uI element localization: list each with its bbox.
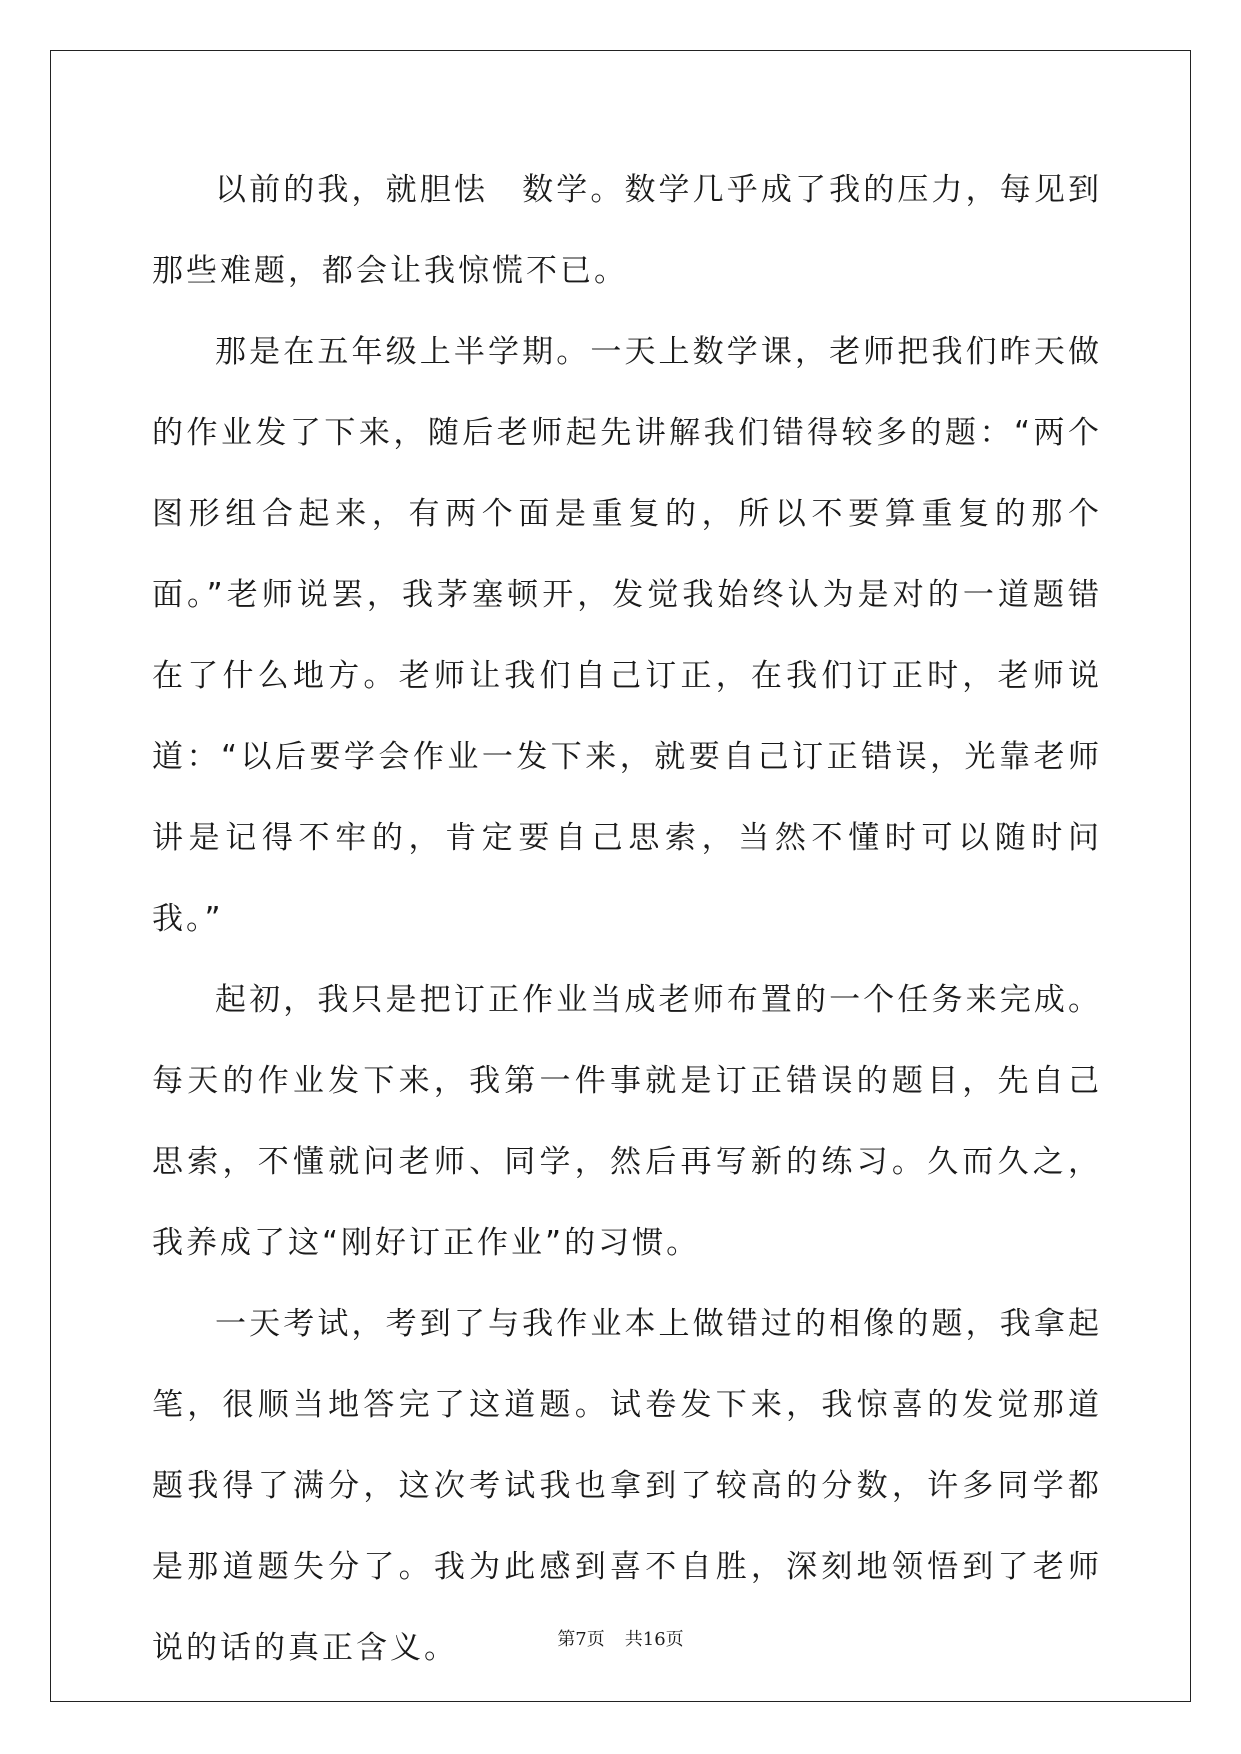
page-footer: [0, 1625, 1241, 1651]
paragraph-3: 起初，我只是把订正作业当成老师布置的一个任务来完成。每天的作业发下来，我第一件事就是订正错误的题目，先自己思索，不懂就问老师、同学，然后再写新的练习。久而久之，我养成了这“刚好订正作业”的习惯。: [152, 982, 1102, 1261]
paragraph-1: 以前的我，就胆怯 数学。数学几乎成了我的压力，每见到那些难题，都会让我惊慌不已。: [152, 172, 1102, 289]
page-total: 共16页: [624, 1629, 684, 1650]
paragraph-2: 那是在五年级上半学期。一天上数学课，老师把我们昨天做的作业发了下来，随后老师起先讲解我们错得较多的题：“两个图形组合起来，有两个面是重复的，所以不要算重复的那个面。”老师说罢，我茅塞顿开，发觉我始终认为是对的一道题错在了什么地方。老师让我们自己订正，在我们订正时，老师说道：“以后要学会作业一发下来，就要自己订正错误，光靠老师讲是记得不牢的，肯定要自己思索，当然不懂时可以随时问我。”: [152, 334, 1102, 937]
paragraph-4: 一天考试，考到了与我作业本上做错过的相像的题，我拿起笔，很顺当地答完了这道题。试卷发下来，我惊喜的发觉那道题我得了满分，这次考试我也拿到了较高的分数，许多同学都是那道题失分了。我为此感到喜不自胜，深刻地领悟到了老师说的话的真正含义。: [152, 1306, 1102, 1666]
document-body: [152, 150, 1102, 1689]
page-number: 第7页: [557, 1629, 605, 1650]
